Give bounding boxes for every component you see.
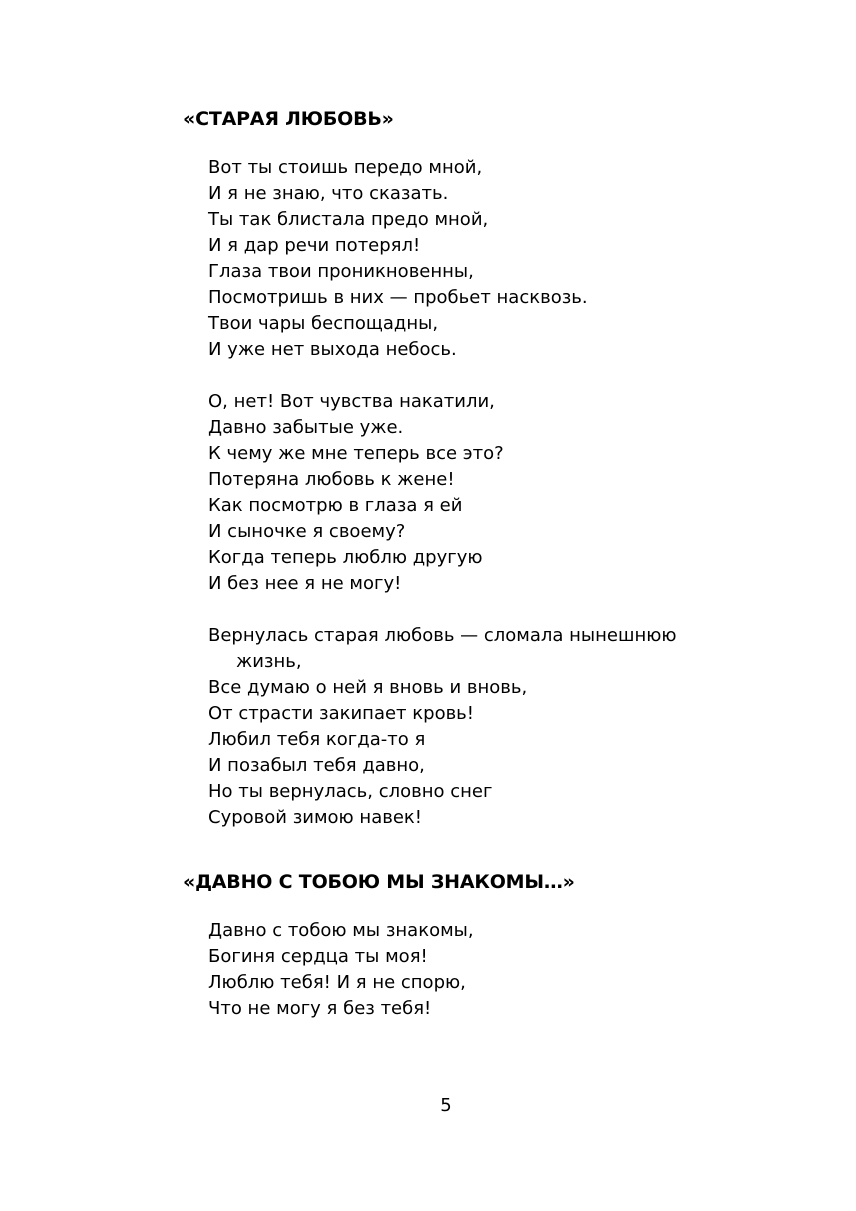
poem-line: Вот ты стоишь передо мной, — [208, 157, 483, 178]
stanza — [0, 155, 856, 363]
poem-line-continuation: жизнь, — [236, 651, 302, 672]
poem-line: Потеряна любовь к жене! — [208, 469, 455, 490]
poem-line: Но ты вернулась, словно снег — [208, 781, 493, 802]
poem-line: Любил тебя когда-то я — [208, 729, 426, 750]
poem-line: И я дар речи потерял! — [208, 235, 421, 256]
poem-line: Вернулась старая любовь — сломала нынешнюю — [208, 625, 677, 646]
page-number: 5 — [440, 1095, 452, 1116]
poem-line: Что не могу я без тебя! — [208, 998, 432, 1019]
poem-davno-s-toboyu — [0, 869, 856, 1022]
poem-title: «ДАВНО С ТОБОЮ МЫ ЗНАКОМЫ…» — [183, 871, 575, 893]
poem-staraya-lyubov — [0, 106, 856, 831]
poem-title: «СТАРАЯ ЛЮБОВЬ» — [183, 108, 394, 130]
poem-line: Богиня сердца ты моя! — [208, 946, 428, 967]
poem-line: Глаза твои проникновенны, — [208, 261, 474, 282]
poem-line: Твои чары беспощадны, — [208, 313, 439, 334]
poem-line: И позабыл тебя давно, — [208, 755, 425, 776]
poem-line: И я не знаю, что сказать. — [208, 183, 449, 204]
poem-line: Все думаю о ней я вновь и вновь, — [208, 677, 528, 698]
poem-line: Когда теперь люблю другую — [208, 547, 483, 568]
poem-line: Как посмотрю в глаза я ей — [208, 495, 463, 516]
poem-line: Давно забытые уже. — [208, 417, 404, 438]
poem-line: Люблю тебя! И я не спорю, — [208, 972, 466, 993]
poem-line: И уже нет выхода небось. — [208, 339, 457, 360]
stanza — [0, 623, 856, 831]
poem-line: Посмотришь в них — пробьет насквозь. — [208, 287, 588, 308]
poem-line: Ты так блистала предо мной, — [208, 209, 489, 230]
poem-line: Суровой зимою навек! — [208, 807, 423, 828]
poem-line: И сыночке я своему? — [208, 521, 406, 542]
poem-line: От страсти закипает кровь! — [208, 703, 475, 724]
poem-line: И без нее я не могу! — [208, 573, 402, 594]
stanza — [0, 918, 856, 1022]
poem-line: К чему же мне теперь все это? — [208, 443, 504, 464]
poem-line: Давно с тобою мы знакомы, — [208, 920, 474, 941]
poem-line: О, нет! Вот чувства накатили, — [208, 391, 495, 412]
stanza — [0, 389, 856, 597]
